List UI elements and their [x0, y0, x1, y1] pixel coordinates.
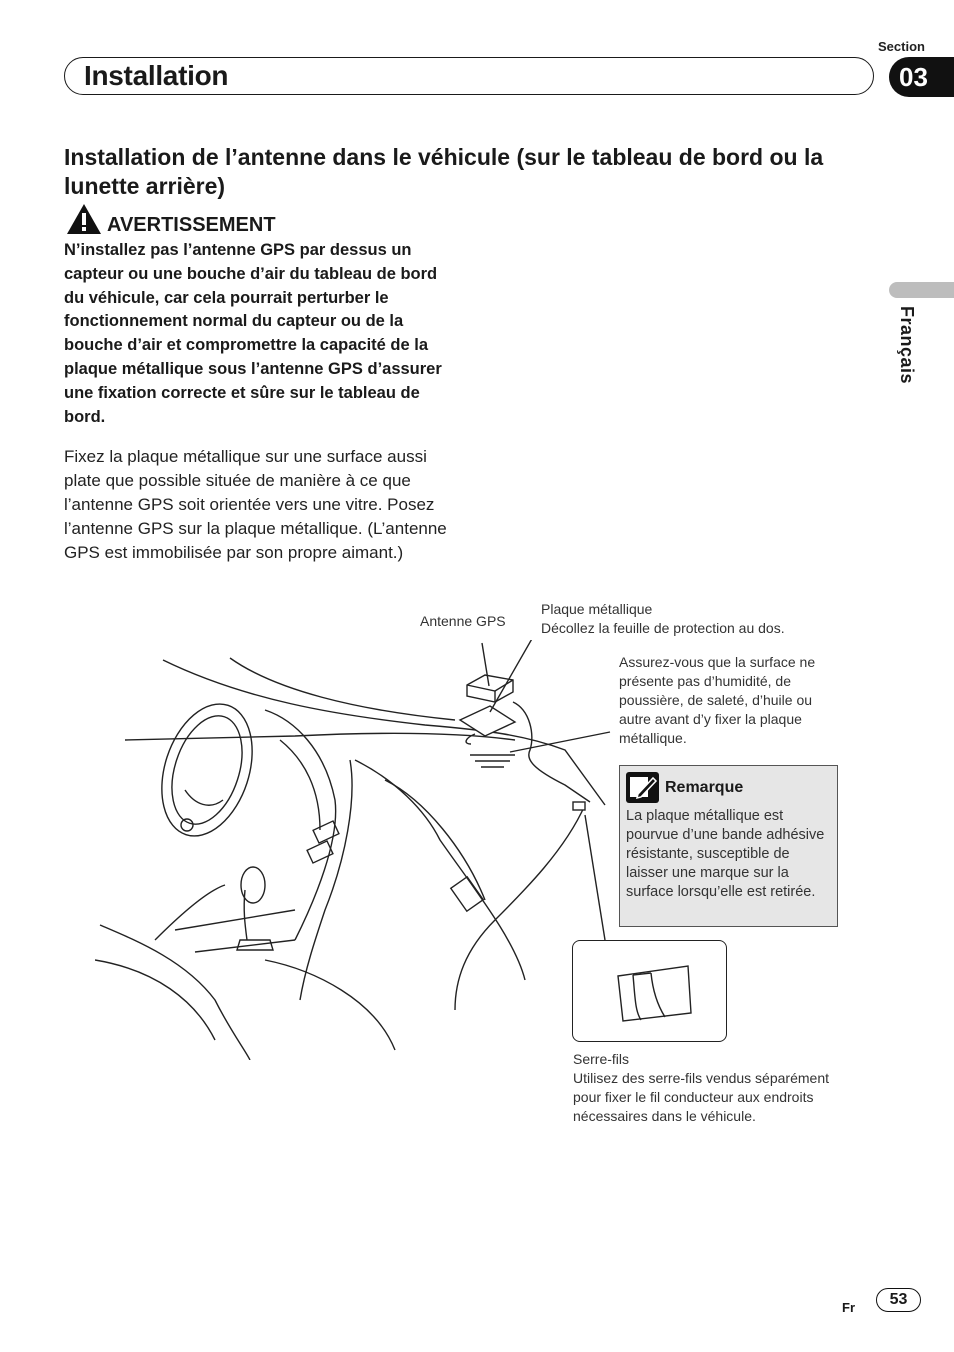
page-number: 53	[876, 1288, 921, 1312]
page-title: Installation	[84, 60, 229, 91]
callout-metal-plate	[541, 600, 831, 638]
instruction-paragraph: Fixez la plaque métallique sur une surface aussi plate que possible située de manière à ce que l’antenne GPS soit orientée vers une vitre. Posez l’antenne GPS sur la plaque métallique. (L’antenne GPS est immobilisée par son propre aimant.)	[64, 447, 447, 562]
callout-wire-clip-title: Serre-fils	[573, 1051, 630, 1067]
callout-metal-plate-title: Plaque métallique	[541, 601, 653, 617]
callout-surface-cleanliness: Assurez-vous que la surface ne présente pas d’humidité, de poussière, de saleté, d’huile ou autre avant d’y fixer la plaque métallique.	[619, 654, 816, 746]
pencil-note-icon	[626, 772, 659, 803]
footer-language-code: Fr	[842, 1300, 855, 1315]
warning-title: AVERTISSEMENT	[107, 214, 276, 236]
language-tab-marker	[889, 282, 954, 298]
language-tab-label: Français	[897, 306, 917, 385]
section-subheading: Installation de l’antenne dans le véhicule (sur le tableau de bord ou la lunette arrière)	[64, 144, 824, 199]
section-label: Section	[878, 39, 925, 54]
car-dashboard-illustration	[95, 640, 635, 1060]
warning-triangle-icon	[66, 203, 102, 235]
warning-body	[64, 239, 454, 429]
wire-clip-inset	[572, 940, 727, 1042]
callout-gps-antenna: Antenne GPS	[420, 613, 506, 629]
section-number-badge: 03	[889, 57, 954, 97]
callout-wire-clip-text: Utilisez des serre-fils vendus séparément pour fixer le fil conducteur aux endroits nécessaires dans le véhicule.	[573, 1070, 829, 1124]
callout-wire-clip	[573, 1050, 835, 1126]
wire-clip-icon	[573, 941, 728, 1043]
note-body: La plaque métallique est pourvue d’une bande adhésive résistante, susceptible de laisser une marque sur la surface lorsqu’elle est retirée.	[626, 808, 825, 900]
warning-text: N’installez pas l’antenne GPS par dessus un capteur ou une bouche d’air du tableau de bord du véhicule, car cela pourrait perturber le fonctionnement normal du capteur ou de la bouche d’air et compromettre la capacité de la plaque métallique sous l’antenne GPS d’assurer une fixation correcte et sûre sur le tableau de bord.	[64, 241, 442, 426]
callout-metal-plate-text: Décollez la feuille de protection au dos.	[541, 620, 785, 636]
note-title: Remarque	[665, 779, 744, 796]
